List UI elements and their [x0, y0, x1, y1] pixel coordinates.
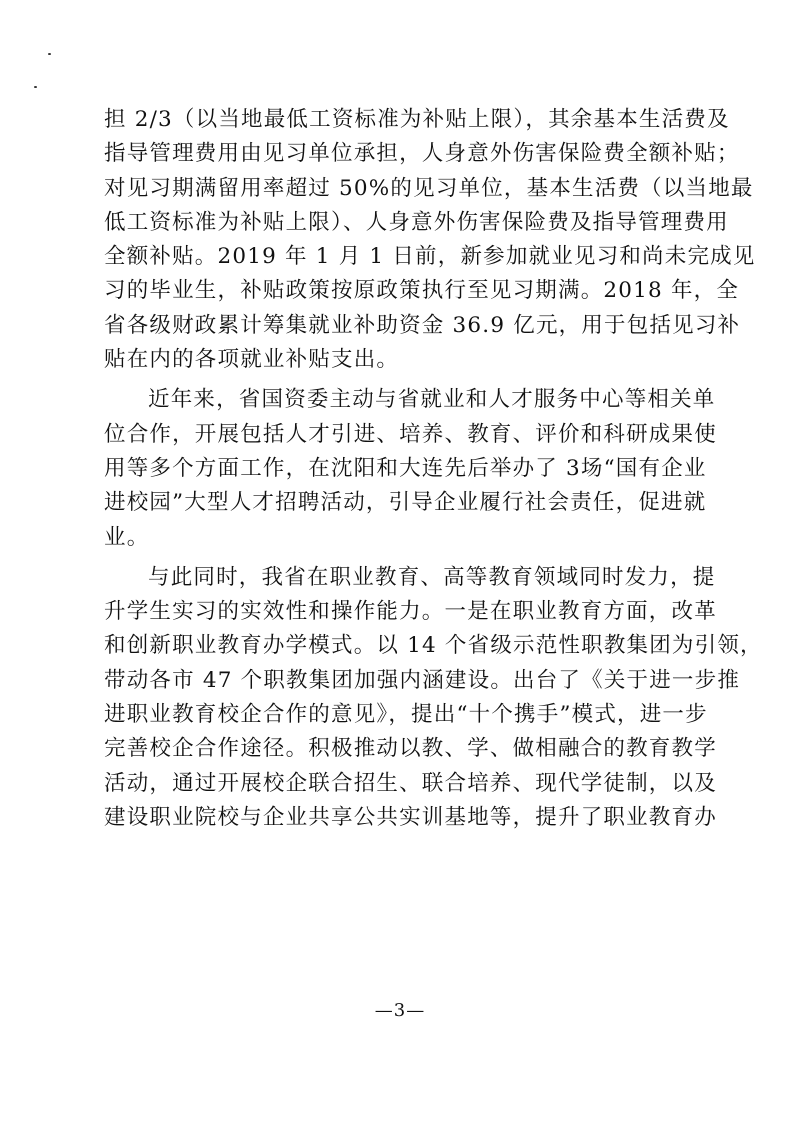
- text-line: 全额补贴。2019 年 1 月 1 日前，新参加就业见习和尚未完成见: [104, 244, 756, 270]
- text-line: 业。: [104, 524, 150, 550]
- scan-speck: [48, 53, 51, 55]
- text-line: 省各级财政累计筹集就业补助资金 36.9 亿元，用于包括见习补: [104, 312, 741, 338]
- text-line: 低工资标准为补贴上限）、人身意外伤害保险费及指导管理费用: [104, 209, 729, 235]
- text-line: 进职业教育校企合作的意见》，提出“十个携手”模式，进一步: [104, 702, 708, 728]
- text-line: 对见习期满留用率超过 50%的见习单位，基本生活费（以当地最: [104, 175, 754, 201]
- text-line: 用等多个方面工作，在沈阳和大连先后举办了 3场“国有企业: [104, 455, 707, 481]
- text-line: 活动，通过开展校企联合招生、联合培养、现代学徒制，以及: [104, 770, 717, 796]
- text-line: 贴在内的各项就业补贴支出。: [104, 347, 400, 373]
- paragraph-first-line: 近年来，省国资委主动与省就业和人才服务中心等相关单: [148, 387, 716, 413]
- text-line: 完善校企合作途径。积极推动以教、学、做相融合的教育教学: [104, 736, 717, 762]
- text-line: 位合作，开展包括人才引进、培养、教育、评价和科研成果使: [104, 421, 717, 447]
- text-line: 和创新职业教育办学模式。以 14 个省级示范性职教集团为引领，: [104, 633, 763, 659]
- text-line: 升学生实习的实效性和操作能力。一是在职业教育方面，改革: [104, 599, 717, 625]
- text-line: 担 2/3（以当地最低工资标准为补贴上限），其余基本生活费及: [104, 107, 730, 132]
- paragraph-first-line: 与此同时，我省在职业教育、高等教育领域同时发力，提: [148, 564, 716, 590]
- scan-speck: [34, 86, 37, 88]
- document-body: [104, 103, 763, 835]
- page-number: —3—: [374, 1000, 426, 1021]
- text-line: 带动各市 47 个职教集团加强内涵建设。出台了《关于进一步推: [104, 667, 741, 693]
- text-line: 进校园”大型人才招聘活动，引导企业履行社会责任，促进就: [104, 490, 707, 516]
- text-line: 建设职业院校与企业共享公共实训基地等，提升了职业教育办: [104, 804, 717, 830]
- text-line: 指导管理费用由见习单位承担，人身意外伤害保险费全额补贴；: [104, 141, 740, 167]
- text-line: 习的毕业生，补贴政策按原政策执行至见习期满。2018 年，全: [104, 278, 740, 304]
